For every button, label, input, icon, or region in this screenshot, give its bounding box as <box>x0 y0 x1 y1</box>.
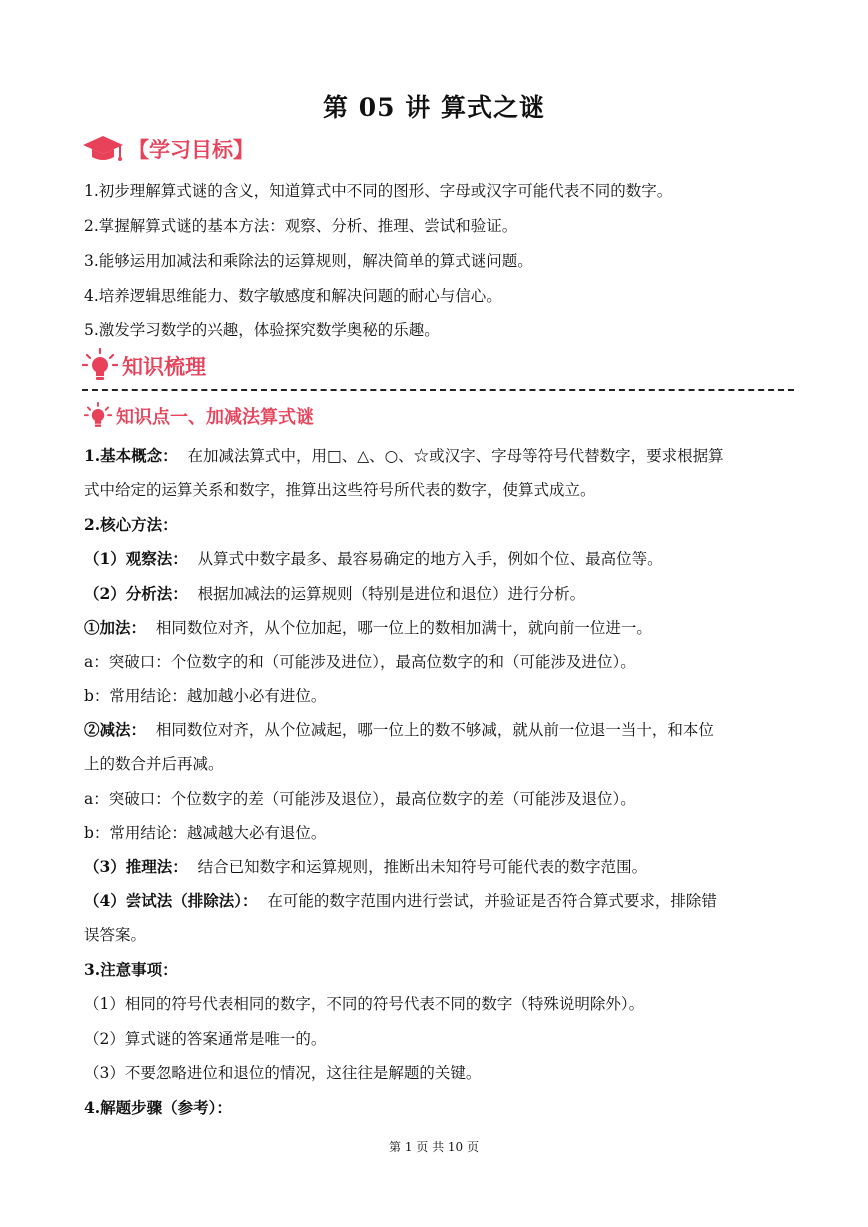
text-add: 相同数位对齐，从个位加起，哪一位上的数相加满十，就向前一位进一。 <box>155 619 652 637</box>
page-title: 第 05 讲 算式之谜 <box>323 93 545 122</box>
text-line <box>84 584 794 604</box>
text-concept: 在加减法算式中，用□、△、○、☆或汉字、字母等符号代替数字，要求根据算 <box>187 447 724 465</box>
label-note: 3.注意事项： <box>84 960 178 979</box>
dashed-divider <box>82 389 794 391</box>
page-footer: 第 1 页 共 10 页 <box>389 1140 479 1154</box>
section-title-point1: 知识点一、加减法算式谜 <box>116 407 314 428</box>
text-line: （3）不要忽略进位和退位的情况，这往往是解题的关键。 <box>84 1064 482 1082</box>
lightbulb-icon <box>82 348 118 384</box>
label-m4: （4）尝试法（排除法）： <box>84 891 258 910</box>
goal-item: 3.能够运用加减法和乘除法的运算规则，解决简单的算式谜问题。 <box>84 252 533 270</box>
text-sub: 相同数位对齐，从个位减起，哪一位上的数不够减，就从前一位退一当十，和本位 <box>155 721 714 739</box>
goal-item: 5.激发学习数学的兴趣，体验探究数学奥秘的乐趣。 <box>84 321 440 339</box>
text-line <box>84 549 794 569</box>
text-line: （1）相同的符号代表相同的数字，不同的符号代表不同的数字（特殊说明除外）。 <box>84 995 645 1013</box>
section-heading-knowledge <box>82 348 206 384</box>
label-sub: ②减法： <box>84 720 147 739</box>
text-line <box>84 891 794 911</box>
lightbulb-icon <box>84 402 112 430</box>
text-line: 误答案。 <box>84 926 147 944</box>
label-add: ①加法： <box>84 618 147 637</box>
text-line: 式中给定的运算关系和数字，推算出这些符号所代表的数字，使算式成立。 <box>84 481 596 499</box>
text-line: （2）算式谜的答案通常是唯一的。 <box>84 1030 327 1048</box>
goal-item: 2.掌握解算式谜的基本方法：观察、分析、推理、尝试和验证。 <box>84 217 518 235</box>
goal-item: 4.培养逻辑思维能力、数字敏感度和解决问题的耐心与信心。 <box>84 287 502 305</box>
text-m2: 根据加减法的运算规则（特别是进位和退位）进行分析。 <box>197 585 586 603</box>
text-line: a：突破口：个位数字的差（可能涉及退位），最高位数字的差（可能涉及退位）。 <box>84 790 636 808</box>
label-m1: （1）观察法： <box>84 549 188 568</box>
text-line <box>84 446 794 466</box>
text-m1: 从算式中数字最多、最容易确定的地方入手，例如个位、最高位等。 <box>197 550 663 568</box>
section-heading-goals <box>82 134 254 164</box>
section-heading-point1 <box>84 402 314 430</box>
text-line: a：突破口：个位数字的和（可能涉及进位），最高位数字的和（可能涉及进位）。 <box>84 653 636 671</box>
text-m3: 结合已知数字和运算规则，推断出未知符号可能代表的数字范围。 <box>197 858 648 876</box>
label-m2: （2）分析法： <box>84 584 188 603</box>
label-concept: 1.基本概念： <box>84 446 178 465</box>
goal-item: 1.初步理解算式谜的含义，知道算式中不同的图形、字母或汉字可能代表不同的数字。 <box>84 182 673 200</box>
graduation-cap-icon <box>82 134 124 164</box>
text-m4: 在可能的数字范围内进行尝试，并验证是否符合算式要求，排除错 <box>267 892 717 910</box>
label-steps: 4.解题步骤（参考）： <box>84 1098 232 1117</box>
text-line: b：常用结论：越加越小必有进位。 <box>84 687 327 705</box>
label-m3: （3）推理法： <box>84 857 188 876</box>
section-title-goals: 【学习目标】 <box>128 138 254 162</box>
text-line: 上的数合并后再减。 <box>84 755 224 773</box>
label-method: 2.核心方法： <box>84 515 178 534</box>
text-line: b：常用结论：越减越大必有退位。 <box>84 824 327 842</box>
text-line <box>84 720 794 740</box>
section-title-knowledge: 知识梳理 <box>122 355 206 379</box>
text-line <box>84 857 794 877</box>
text-line <box>84 618 794 638</box>
